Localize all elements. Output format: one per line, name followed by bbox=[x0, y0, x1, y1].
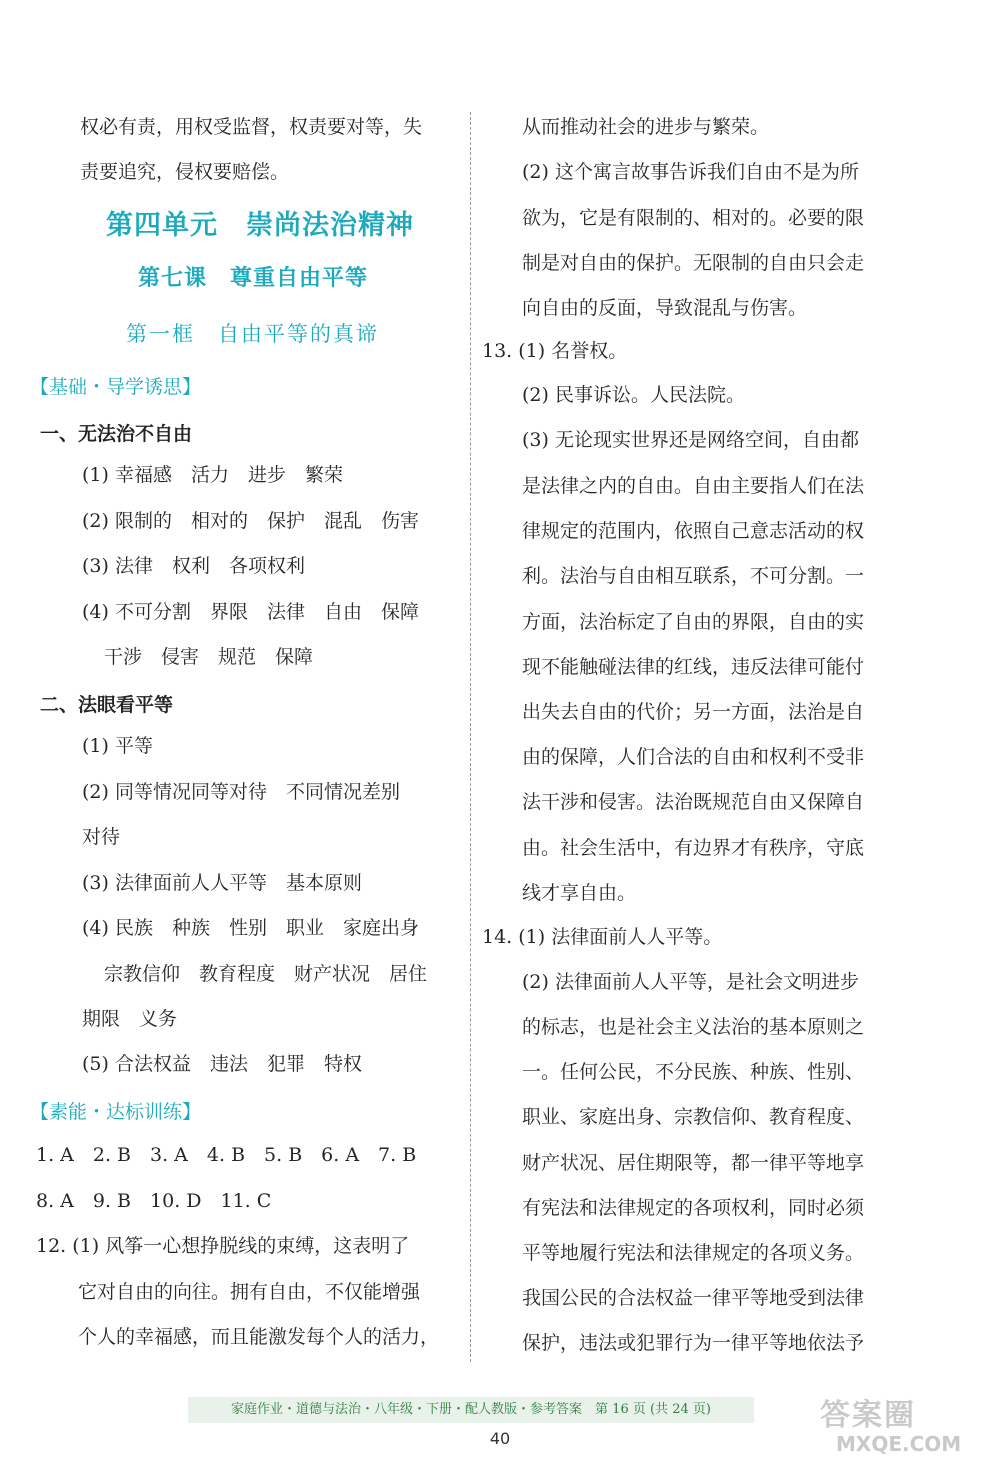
right-line: 由。社会生活中，有边界才有秩序，守底 bbox=[522, 837, 865, 859]
q12-line: 它对自由的向往。拥有自由，不仅能增强 bbox=[78, 1281, 421, 1303]
right-line: 法干涉和侵害。法治既规范自由又保障自 bbox=[522, 791, 865, 813]
right-line: 欲为，它是有限制的、相对的。必要的限 bbox=[522, 207, 865, 229]
right-line: 向自由的反面，导致混乱与伤害。 bbox=[522, 297, 808, 319]
right-line: (3) 无论现实世界还是网络空间，自由都 bbox=[522, 429, 859, 451]
right-line: 利。法治与自由相互联系，不可分割。一 bbox=[522, 565, 865, 587]
part2-line: 宗教信仰 教育程度 财产状况 居住 bbox=[104, 963, 428, 985]
intro-line-1: 权必有责，用权受监督，权责要对等，失 bbox=[80, 116, 423, 138]
part1-heading: 一、无法治不自由 bbox=[40, 423, 193, 445]
right-line: 出失去自由的代价；另一方面，法治是自 bbox=[522, 701, 865, 723]
part2-line: (5) 合法权益 违法 犯罪 特权 bbox=[82, 1053, 362, 1075]
right-line: 有宪法和法律规定的各项权利，同时必须 bbox=[522, 1197, 865, 1219]
right-line: 律规定的范围内，依照自己意志活动的权 bbox=[522, 520, 865, 542]
part1-line: (4) 不可分割 界限 法律 自由 保障 bbox=[82, 601, 419, 623]
intro-line-2: 责要追究，侵权要赔偿。 bbox=[80, 161, 290, 183]
right-line: 职业、家庭出身、宗教信仰、教育程度、 bbox=[522, 1106, 865, 1128]
right-line: 的标志，也是社会主义法治的基本原则之 bbox=[522, 1016, 865, 1038]
part1-line: 干涉 侵害 规范 保障 bbox=[104, 646, 314, 668]
section-basic-heading: 【基础・导学诱思】 bbox=[30, 376, 202, 398]
footer-bar: 家庭作业・道德与法治・八年级・下册・配人教版・参考答案 第 16 页 (共 24 页) bbox=[188, 1397, 754, 1423]
right-line: 是法律之内的自由。自由主要指人们在法 bbox=[522, 475, 865, 497]
right-line: (2) 这个寓言故事告诉我们自由不是为所 bbox=[522, 161, 859, 183]
right-line: 方面，法治标定了自由的界限，自由的实 bbox=[522, 611, 865, 633]
right-line: 财产状况、居住期限等，都一律平等地享 bbox=[522, 1152, 865, 1174]
right-line: (2) 法律面前人人平等，是社会文明进步 bbox=[522, 971, 859, 993]
part2-line: (4) 民族 种族 性别 职业 家庭出身 bbox=[82, 917, 419, 939]
watermark-logo-text: 答案圈 bbox=[820, 1398, 916, 1433]
right-line: 14. (1) 法律面前人人平等。 bbox=[482, 926, 723, 948]
part2-line: 期限 义务 bbox=[82, 1008, 178, 1030]
part2-line: (1) 平等 bbox=[82, 735, 153, 757]
right-line: 线才享自由。 bbox=[522, 882, 637, 904]
right-line: 由的保障，人们合法的自由和权利不受非 bbox=[522, 746, 865, 768]
lesson-title: 第七课 尊重自由平等 bbox=[138, 266, 369, 291]
q12-line: 个人的幸福感，而且能激发每个人的活力， bbox=[78, 1326, 440, 1348]
frame-title: 第一框 自由平等的真谛 bbox=[126, 322, 379, 346]
watermark-logo bbox=[820, 1390, 990, 1460]
part1-line: (2) 限制的 相对的 保护 混乱 伤害 bbox=[82, 510, 419, 532]
part2-line: 对待 bbox=[82, 826, 121, 848]
unit-title: 第四单元 崇尚法治精神 bbox=[106, 210, 414, 241]
right-line: 制是对自由的保护。无限制的自由只会走 bbox=[522, 252, 865, 274]
part1-line: (1) 幸福感 活力 进步 繁荣 bbox=[82, 464, 343, 486]
part1-line: (3) 法律 权利 各项权利 bbox=[82, 555, 305, 577]
section-train-heading: 【素能・达标训练】 bbox=[30, 1101, 202, 1123]
right-line: (2) 民事诉讼。人民法院。 bbox=[522, 384, 745, 406]
page-number: 40 bbox=[489, 1429, 511, 1448]
right-line: 我国公民的合法权益一律平等地受到法律 bbox=[522, 1287, 865, 1309]
right-line: 保护，违法或犯罪行为一律平等地依法予 bbox=[522, 1332, 865, 1354]
watermark-site-text: MXQE.COM bbox=[836, 1432, 962, 1456]
right-line: 13. (1) 名誉权。 bbox=[482, 340, 628, 362]
answers-line: 8. A 9. B 10. D 11. C bbox=[36, 1190, 272, 1212]
part2-heading: 二、法眼看平等 bbox=[40, 694, 174, 716]
answers-line: 1. A 2. B 3. A 4. B 5. B 6. A 7. B bbox=[36, 1144, 417, 1166]
right-line: 从而推动社会的进步与繁荣。 bbox=[522, 116, 770, 138]
q12-line: 12. (1) 风筝一心想挣脱线的束缚，这表明了 bbox=[36, 1235, 410, 1257]
column-divider bbox=[470, 112, 471, 1362]
right-line: 平等地履行宪法和法律规定的各项义务。 bbox=[522, 1242, 865, 1264]
part2-line: (3) 法律面前人人平等 基本原则 bbox=[82, 872, 362, 894]
part2-line: (2) 同等情况同等对待 不同情况差别 bbox=[82, 781, 400, 803]
right-line: 一。任何公民，不分民族、种族、性别、 bbox=[522, 1061, 865, 1083]
right-line: 现不能触碰法律的红线，违反法律可能付 bbox=[522, 656, 865, 678]
